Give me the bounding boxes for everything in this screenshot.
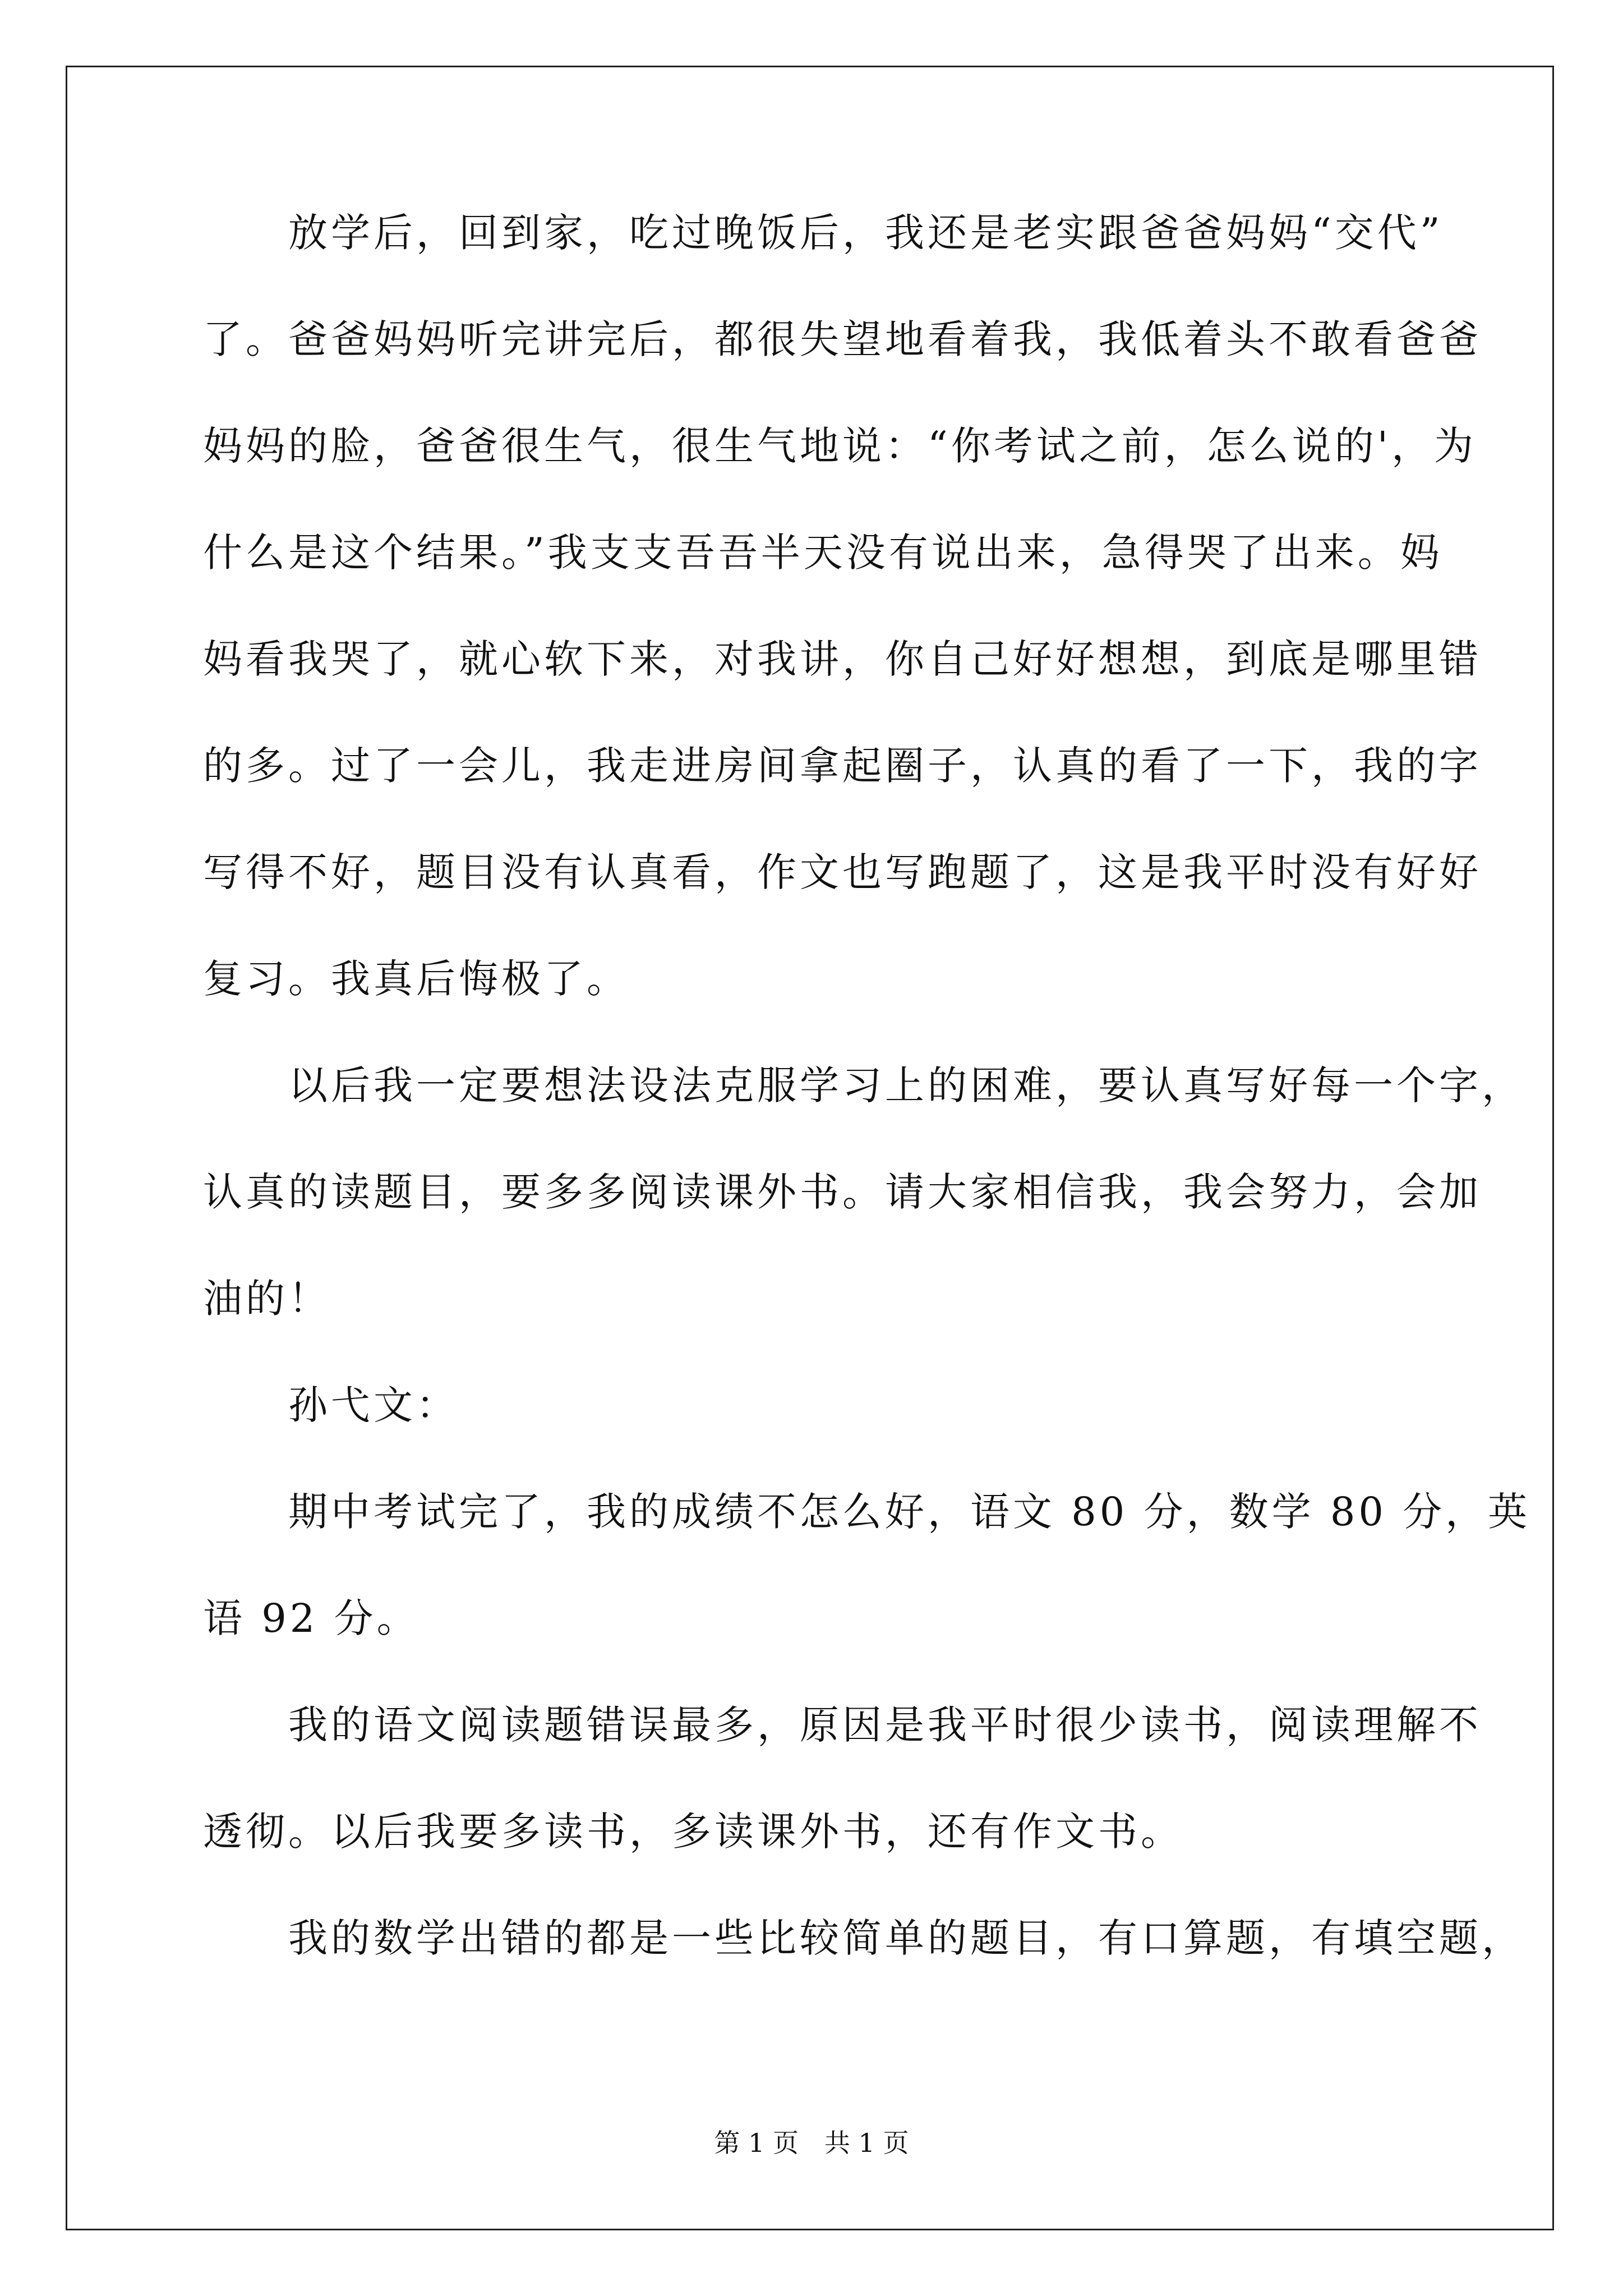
page-number-footer: 第 1 页 共 1 页 — [714, 2128, 909, 2158]
text-line: 期中考试完了，我的成绩不怎么好，语文 80 分，数学 80 分，英 — [203, 1489, 1531, 1535]
text-line: 写得不好，题目没有认真看，作文也写跑题了，这是我平时没有好好 — [203, 849, 1482, 895]
text-line: 以后我一定要想法设法克服学习上的困难，要认真写好每一个字， — [203, 1062, 1524, 1108]
text-line: 妈妈的脸，爸爸很生气，很生气地说：“你考试之前，怎么说的'，为 — [203, 423, 1477, 469]
text-line: 复习。我真后悔极了。 — [203, 956, 629, 1002]
text-line: 的多。过了一会儿，我走进房间拿起圈子，认真的看了一下，我的字 — [203, 743, 1482, 789]
text-line: 我的数学出错的都是一些比较简单的题目，有口算题，有填空题， — [203, 1915, 1524, 1961]
text-line: 放学后，回到家，吃过晚饭后，我还是老实跟爸爸妈妈“交代” — [203, 210, 1444, 256]
text-line: 妈看我哭了，就心软下来，对我讲，你自己好好想想，到底是哪里错 — [203, 636, 1482, 682]
text-line: 了。爸爸妈妈听完讲完后，都很失望地看着我，我低着头不敢看爸爸 — [203, 316, 1482, 362]
text-line: 油的！ — [203, 1276, 331, 1322]
text-line: 认真的读题目，要多多阅读课外书。请大家相信我，我会努力，会加 — [203, 1169, 1482, 1215]
text-line: 透彻。以后我要多读书，多读课外书，还有作文书。 — [203, 1809, 1183, 1855]
text-line: 孙弋文： — [203, 1382, 459, 1428]
text-line: 我的语文阅读题错误最多，原因是我平时很少读书，阅读理解不 — [203, 1702, 1482, 1748]
text-line: 什么是这个结果。”我支支吾吾半天没有说出来，急得哭了出来。妈 — [203, 530, 1443, 576]
page-border — [66, 66, 1554, 2230]
text-line: 语 92 分。 — [203, 1595, 419, 1641]
